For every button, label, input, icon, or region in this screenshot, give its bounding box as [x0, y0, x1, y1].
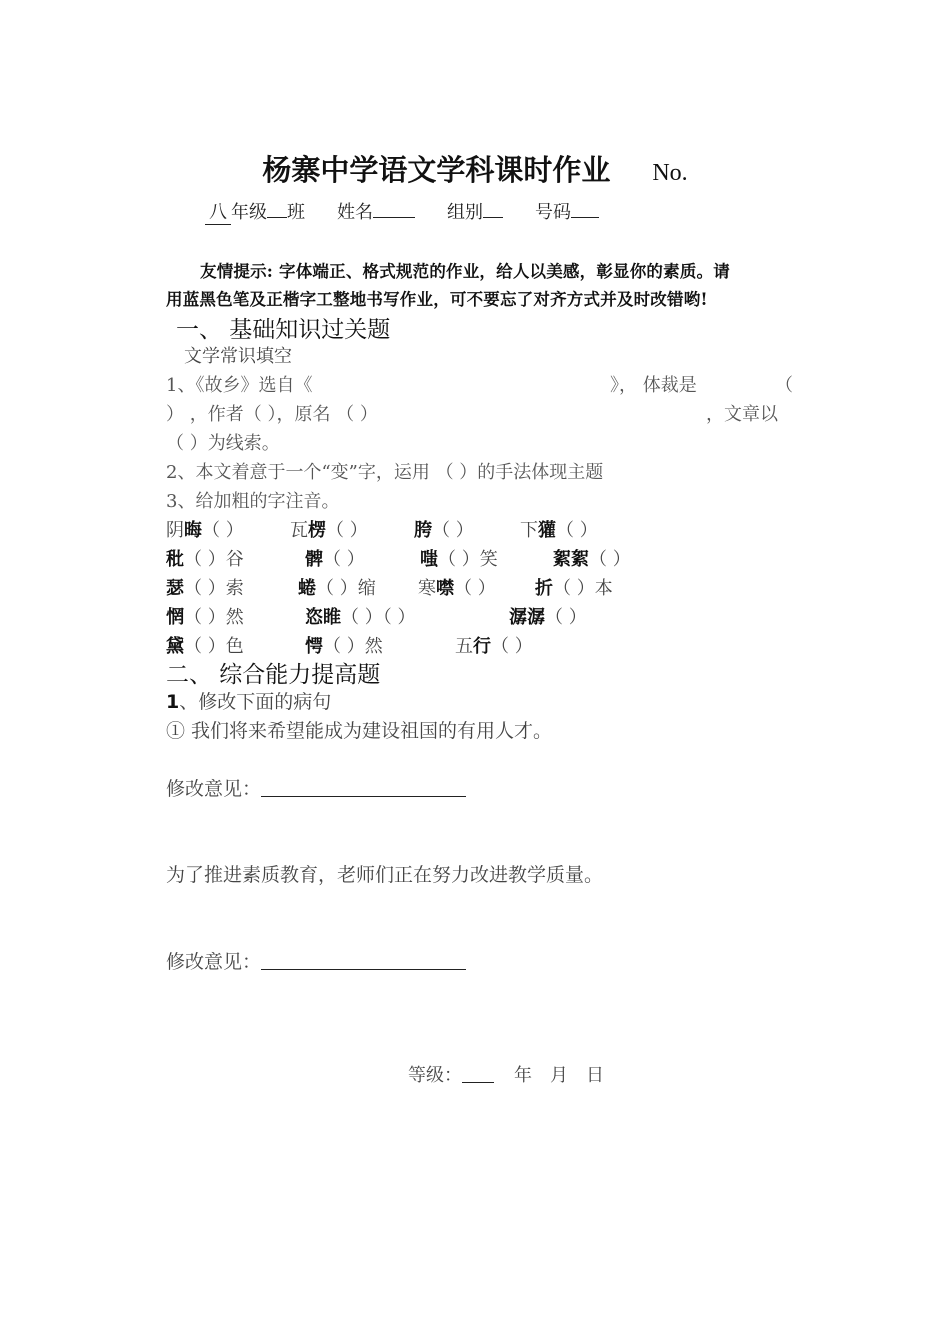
pinyin-target-char: 恣睢	[305, 607, 341, 628]
pinyin-item	[455, 632, 533, 658]
pinyin-item	[414, 516, 474, 542]
pinyin-answer-blank[interactable]: （ ）笑	[438, 549, 498, 570]
pinyin-answer-blank[interactable]: （ ）谷	[184, 549, 244, 570]
pinyin-item	[520, 516, 598, 542]
item-1-title	[166, 687, 331, 714]
question-3: 3、给加粗的字注音。	[166, 491, 340, 512]
year-label: 年	[514, 1065, 532, 1086]
pinyin-answer-blank[interactable]: （ ）	[491, 636, 533, 657]
pinyin-target-char: 胯	[414, 520, 432, 541]
pinyin-item	[509, 603, 587, 629]
name-label: 姓名	[337, 202, 373, 223]
pinyin-target-char: 瑟	[166, 578, 184, 599]
pinyin-item	[166, 545, 244, 571]
pinyin-answer-blank[interactable]: （ ）	[545, 607, 587, 628]
title-number: No.	[652, 160, 688, 186]
pinyin-answer-blank[interactable]: （ ）本	[553, 578, 613, 599]
name-blank[interactable]	[373, 217, 415, 218]
pinyin-target-char: 晦	[184, 520, 202, 541]
pinyin-target-char: 黛	[166, 636, 184, 657]
fix-blank-2[interactable]	[261, 951, 466, 970]
question-1-line-2: ） ，作者（ ），原名 （ ）	[166, 404, 378, 425]
pinyin-target-char: 潺潺	[509, 607, 545, 628]
pinyin-target-char: 惘	[166, 607, 184, 628]
pinyin-prefix: 阴	[166, 520, 184, 541]
student-info	[205, 198, 599, 225]
pinyin-item	[305, 603, 415, 629]
pinyin-answer-blank[interactable]: （ ）然	[323, 636, 383, 657]
pinyin-item	[166, 632, 244, 658]
pinyin-item	[166, 574, 244, 600]
title-text: 杨寨中学语文学科课时作业	[262, 153, 611, 187]
fix-blank-1[interactable]	[261, 778, 466, 797]
section-2-heading: 二、 综合能力提高题	[166, 662, 381, 688]
fix-row-2	[166, 947, 466, 974]
pinyin-prefix: 瓦	[290, 520, 308, 541]
pinyin-item	[418, 574, 496, 600]
question-1-line-1	[166, 371, 312, 397]
pinyin-item	[166, 603, 244, 629]
pinyin-target-char: 行	[473, 636, 491, 657]
q1-text-a: 1、《故乡》选自《	[166, 375, 313, 396]
pinyin-item	[298, 574, 376, 600]
pinyin-answer-blank[interactable]: （ ）	[556, 520, 598, 541]
pinyin-target-char: 嗤	[420, 549, 438, 570]
section-1-heading: 一、 基础知识过关题	[176, 317, 391, 343]
pinyin-target-char: 蜷	[298, 578, 316, 599]
pinyin-prefix: 五	[455, 636, 473, 657]
class-blank[interactable]	[267, 217, 287, 218]
pinyin-prefix: 寒	[418, 578, 436, 599]
group-blank[interactable]	[483, 217, 503, 218]
pinyin-prefix: 下	[520, 520, 538, 541]
page-title	[0, 148, 950, 189]
pinyin-answer-blank[interactable]: （ ）缩	[316, 578, 376, 599]
question-2: 2、本文着意于一个“变”字，运用 （ ）的手法体现主题	[166, 462, 604, 483]
grade-label: 年级	[231, 202, 267, 223]
pinyin-answer-blank[interactable]: （ ）（ ）	[341, 607, 416, 628]
fix-label-2: 修改意见：	[166, 951, 262, 973]
question-1-line-1b: 》， 体裁是	[610, 375, 697, 396]
question-1-line-2-end: ，文章以	[706, 404, 778, 425]
pinyin-answer-blank[interactable]: （ ）	[323, 549, 365, 570]
pinyin-answer-blank[interactable]: （ ）索	[184, 578, 244, 599]
pinyin-target-char: 楞	[308, 520, 326, 541]
pinyin-item	[553, 545, 631, 571]
pinyin-answer-blank[interactable]: （ ）	[432, 520, 474, 541]
tip-line-1: 友情提示: 字体端正、格式规范的作业，给人以美感，彰显你的素质。请	[200, 262, 730, 281]
tip-line-2: 用蓝黑色笔及正楷字工整地书写作业，可不要忘了对齐方式并及时改错哟!	[166, 290, 708, 309]
footer-grade-date	[408, 1061, 604, 1087]
pinyin-item	[305, 632, 383, 658]
item-1-label: 、修改下面的病句	[179, 691, 332, 713]
pinyin-item	[420, 545, 498, 571]
pinyin-target-char: 秕	[166, 549, 184, 570]
grade-value: 八	[205, 198, 231, 225]
item-1-number: 1	[166, 691, 180, 713]
pinyin-item	[166, 516, 244, 542]
pinyin-target-char: 噤	[436, 578, 454, 599]
pinyin-target-char: 髀	[305, 549, 323, 570]
class-label: 班	[287, 202, 305, 223]
pinyin-answer-blank[interactable]: （ ）	[589, 549, 631, 570]
pinyin-target-char: 折	[535, 578, 553, 599]
sick-sentence-2: 为了推进素质教育，老师们正在努力改进教学质量。	[166, 864, 604, 886]
group-label: 组别	[447, 202, 483, 223]
question-1-line-1c: （	[775, 375, 793, 396]
pinyin-answer-blank[interactable]: （ ）然	[184, 607, 244, 628]
pinyin-target-char: 獾	[538, 520, 556, 541]
pinyin-answer-blank[interactable]: （ ）	[326, 520, 368, 541]
day-label: 日	[586, 1065, 604, 1086]
grade-label-footer: 等级：	[408, 1065, 462, 1086]
pinyin-answer-blank[interactable]: （ ）	[202, 520, 244, 541]
pinyin-item	[535, 574, 613, 600]
pinyin-item	[305, 545, 365, 571]
month-label: 月	[550, 1065, 568, 1086]
fix-label-1: 修改意见：	[166, 778, 262, 800]
grade-blank[interactable]	[462, 1066, 494, 1083]
question-1-line-3: （ ）为线索。	[166, 433, 280, 454]
pinyin-target-char: 絮絮	[553, 549, 589, 570]
section-1-subheading: 文学常识填空	[184, 346, 292, 367]
pinyin-target-char: 愕	[305, 636, 323, 657]
pinyin-answer-blank[interactable]: （ ）	[454, 578, 496, 599]
number-blank[interactable]	[571, 217, 599, 218]
sick-sentence-1: ① 我们将来希望能成为建设祖国的有用人才。	[166, 720, 553, 742]
number-label: 号码	[535, 202, 571, 223]
pinyin-item	[290, 516, 368, 542]
pinyin-answer-blank[interactable]: （ ）色	[184, 636, 244, 657]
fix-row-1	[166, 774, 466, 801]
